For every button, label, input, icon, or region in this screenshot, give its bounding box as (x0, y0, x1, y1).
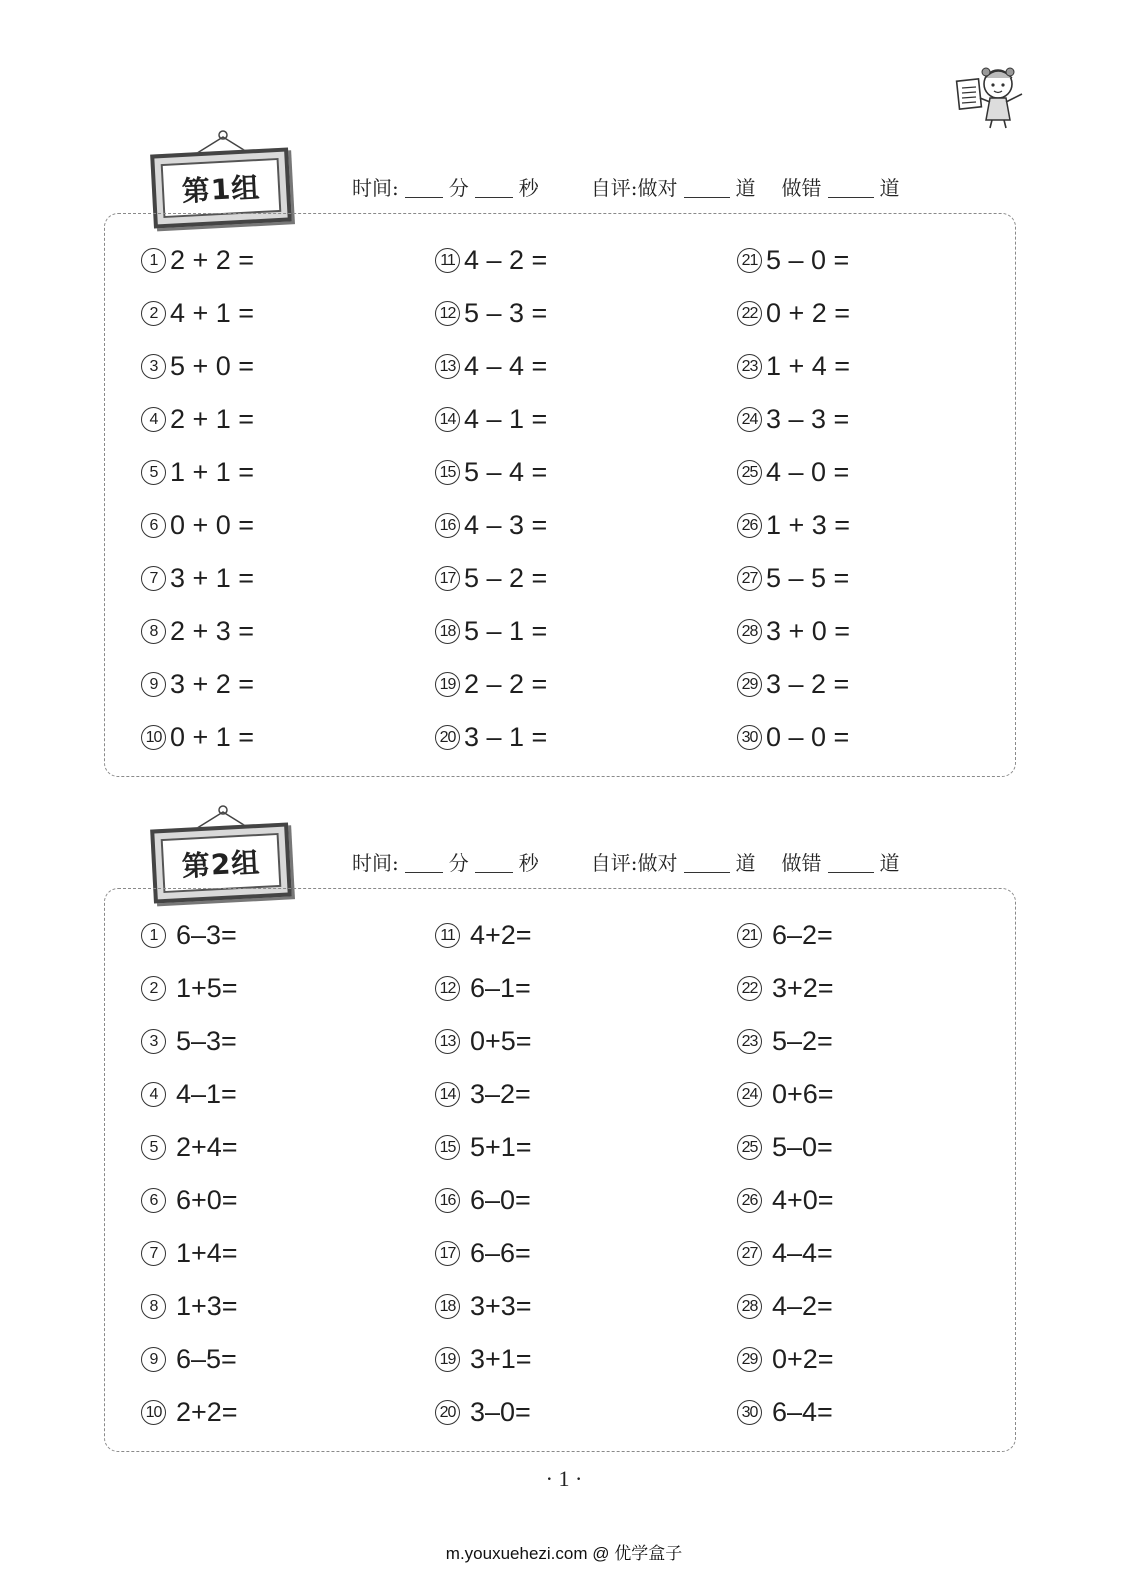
wrong-label: 做错 (781, 176, 822, 200)
problem-expression: 5 – 1 = (464, 616, 548, 646)
problem-expression: 3+1= (470, 1344, 532, 1374)
problem-number: 19 (435, 1347, 460, 1372)
problem-item (141, 962, 238, 1015)
problem-number: 18 (435, 1294, 460, 1319)
problem-expression: 6–0= (470, 1185, 531, 1215)
problem-item (141, 711, 254, 764)
problem-item (435, 605, 547, 658)
problem-item (737, 1227, 834, 1280)
problem-expression: 5 + 0 = (170, 351, 255, 381)
problem-number: 9 (141, 1347, 166, 1372)
problem-column (435, 234, 547, 764)
problem-number: 21 (737, 923, 762, 948)
problem-item (737, 1174, 834, 1227)
time-label: 时间: (352, 851, 399, 875)
problem-number: 30 (737, 1400, 762, 1425)
wrong-count-blank[interactable] (828, 852, 874, 873)
problem-column (141, 234, 254, 764)
problem-expression: 1 + 3 = (766, 510, 851, 540)
problem-item (141, 287, 254, 340)
problem-item (141, 658, 254, 711)
problem-expression: 0 + 2 = (766, 298, 851, 328)
problem-item (435, 1121, 532, 1174)
problem-number: 16 (435, 513, 460, 538)
problem-number: 8 (141, 619, 166, 644)
problem-item (737, 909, 834, 962)
problem-expression: 3–0= (470, 1397, 531, 1427)
problem-number: 5 (141, 1135, 166, 1160)
problem-number: 24 (737, 407, 762, 432)
problem-number: 25 (737, 460, 762, 485)
second-blank[interactable] (475, 177, 513, 198)
problem-number: 20 (435, 725, 460, 750)
second-label: 秒 (518, 176, 539, 200)
problem-number: 22 (737, 301, 762, 326)
problem-number: 13 (435, 1029, 460, 1054)
problem-item (435, 1174, 532, 1227)
second-label: 秒 (518, 851, 539, 875)
problem-number: 29 (737, 672, 762, 697)
problem-number: 14 (435, 1082, 460, 1107)
problem-expression: 5 – 2 = (464, 563, 548, 593)
problems-box (104, 888, 1016, 1452)
problem-number: 24 (737, 1082, 762, 1107)
page-number: · 1 · (545, 1466, 583, 1491)
problem-number: 7 (141, 566, 166, 591)
problem-item (435, 234, 547, 287)
problem-expression: 4 – 3 = (464, 510, 548, 540)
problem-item (435, 1386, 532, 1439)
unit-label: 道 (879, 176, 900, 200)
problem-item (435, 962, 532, 1015)
problem-item (737, 1386, 834, 1439)
problem-item (435, 1280, 532, 1333)
score-line (352, 171, 900, 201)
problem-number: 25 (737, 1135, 762, 1160)
problem-expression: 4+2= (470, 920, 532, 950)
problem-number: 9 (141, 672, 166, 697)
problem-item (737, 605, 850, 658)
problem-number: 17 (435, 1241, 460, 1266)
problem-expression: 5–0= (772, 1132, 833, 1162)
problem-number: 19 (435, 672, 460, 697)
problem-expression: 1+3= (176, 1291, 238, 1321)
problem-expression: 6–2= (772, 920, 833, 950)
problem-expression: 2+4= (176, 1132, 238, 1162)
problem-number: 12 (435, 301, 460, 326)
problem-expression: 6–3= (176, 920, 237, 950)
problem-item (141, 1386, 238, 1439)
problem-number: 11 (435, 923, 460, 948)
problem-item (141, 552, 254, 605)
second-blank[interactable] (475, 852, 513, 873)
problem-item (737, 962, 834, 1015)
problem-item (141, 340, 254, 393)
problem-number: 2 (141, 976, 166, 1001)
problem-expression: 5–2= (772, 1026, 833, 1056)
problem-item (141, 1068, 238, 1121)
problem-number: 7 (141, 1241, 166, 1266)
problem-item (435, 287, 547, 340)
problem-item (737, 552, 850, 605)
problem-item (435, 909, 532, 962)
problem-item (435, 1333, 532, 1386)
problem-item (737, 1121, 834, 1174)
problem-column (141, 909, 238, 1439)
problem-expression: 6–6= (470, 1238, 531, 1268)
problem-expression: 4 – 4 = (464, 351, 548, 381)
problem-number: 3 (141, 1029, 166, 1054)
problem-item (435, 446, 547, 499)
problem-item (435, 552, 547, 605)
problem-item (737, 393, 850, 446)
problem-item (737, 340, 850, 393)
problem-number: 8 (141, 1294, 166, 1319)
problem-expression: 0+6= (772, 1079, 834, 1109)
problem-item (737, 1068, 834, 1121)
problem-expression: 5+1= (470, 1132, 532, 1162)
problem-item (737, 1333, 834, 1386)
minute-blank[interactable] (405, 177, 443, 198)
problem-item (141, 499, 254, 552)
problem-expression: 1+4= (176, 1238, 238, 1268)
problem-expression: 6–5= (176, 1344, 237, 1374)
problem-item (737, 234, 850, 287)
problem-number: 17 (435, 566, 460, 591)
problem-expression: 4 – 2 = (464, 245, 548, 275)
problem-number: 1 (141, 248, 166, 273)
problem-number: 4 (141, 407, 166, 432)
problem-number: 2 (141, 301, 166, 326)
problem-number: 27 (737, 1241, 762, 1266)
problem-expression: 4–1= (176, 1079, 237, 1109)
problem-item (141, 234, 254, 287)
mascot-illustration (952, 58, 1034, 130)
problem-number: 12 (435, 976, 460, 1001)
problem-column (435, 909, 532, 1439)
problem-item (737, 446, 850, 499)
problem-item (435, 1015, 532, 1068)
unit-label: 道 (879, 851, 900, 875)
problem-column (737, 909, 834, 1439)
problem-expression: 1+5= (176, 973, 238, 1003)
problem-expression: 0+2= (772, 1344, 834, 1374)
problem-item (435, 499, 547, 552)
correct-count-blank[interactable] (684, 177, 730, 198)
problem-expression: 1 + 1 = (170, 457, 255, 487)
problem-number: 10 (141, 1400, 166, 1425)
problem-item (141, 1280, 238, 1333)
problem-expression: 2 + 1 = (170, 404, 255, 434)
problem-expression: 4–4= (772, 1238, 833, 1268)
problem-expression: 5–3= (176, 1026, 237, 1056)
problem-expression: 5 – 0 = (766, 245, 850, 275)
wrong-label: 做错 (781, 851, 822, 875)
time-label: 时间: (352, 176, 399, 200)
problem-number: 3 (141, 354, 166, 379)
problem-number: 27 (737, 566, 762, 591)
problem-expression: 4 + 1 = (170, 298, 255, 328)
problem-item (141, 1333, 238, 1386)
score-line (352, 846, 900, 876)
problem-number: 15 (435, 1135, 460, 1160)
problem-item (737, 1280, 834, 1333)
problem-number: 1 (141, 923, 166, 948)
problem-item (737, 1015, 834, 1068)
problem-item (141, 605, 254, 658)
problem-number: 26 (737, 1188, 762, 1213)
minute-label: 分 (448, 176, 469, 200)
problem-item (737, 287, 850, 340)
problem-expression: 2 + 2 = (170, 245, 255, 275)
problem-expression: 6–1= (470, 973, 531, 1003)
problem-number: 23 (737, 354, 762, 379)
problem-number: 16 (435, 1188, 460, 1213)
problem-item (141, 909, 238, 962)
problem-item (141, 1121, 238, 1174)
correct-count-blank[interactable] (684, 852, 730, 873)
problem-number: 6 (141, 1188, 166, 1213)
problem-number: 4 (141, 1082, 166, 1107)
self-eval-label: 自评:做对 (590, 176, 678, 200)
problem-item (141, 446, 254, 499)
problem-item (737, 499, 850, 552)
problem-item (737, 711, 850, 764)
problem-expression: 0 – 0 = (766, 722, 850, 752)
problem-expression: 5 – 4 = (464, 457, 548, 487)
problems-box (104, 213, 1016, 777)
problem-expression: 1 + 4 = (766, 351, 851, 381)
problem-expression: 2 – 2 = (464, 669, 548, 699)
problem-expression: 3+3= (470, 1291, 532, 1321)
problem-number: 28 (737, 619, 762, 644)
problem-number: 29 (737, 1347, 762, 1372)
problem-item (737, 658, 850, 711)
problem-expression: 3 + 1 = (170, 563, 255, 593)
problem-expression: 6–4= (772, 1397, 833, 1427)
problem-expression: 4–2= (772, 1291, 833, 1321)
problem-number: 14 (435, 407, 460, 432)
problem-number: 22 (737, 976, 762, 1001)
problem-expression: 0+5= (470, 1026, 532, 1056)
problem-number: 21 (737, 248, 762, 273)
problem-item (435, 711, 547, 764)
footer-watermark: m.youxuehezi.com @ 优学盒子 (445, 1544, 683, 1563)
problem-expression: 4+0= (772, 1185, 834, 1215)
problem-expression: 4 – 1 = (464, 404, 548, 434)
problem-item (141, 1015, 238, 1068)
problem-expression: 2+2= (176, 1397, 238, 1427)
self-eval-label: 自评:做对 (590, 851, 678, 875)
problem-number: 23 (737, 1029, 762, 1054)
problem-number: 10 (141, 725, 166, 750)
problem-expression: 3–2= (470, 1079, 531, 1109)
problem-number: 15 (435, 460, 460, 485)
problem-item (435, 340, 547, 393)
wrong-count-blank[interactable] (828, 177, 874, 198)
problem-item (435, 1068, 532, 1121)
unit-label: 道 (735, 851, 756, 875)
problem-item (141, 393, 254, 446)
problem-expression: 6+0= (176, 1185, 238, 1215)
problem-number: 20 (435, 1400, 460, 1425)
problem-number: 13 (435, 354, 460, 379)
problem-expression: 2 + 3 = (170, 616, 255, 646)
problem-number: 18 (435, 619, 460, 644)
problem-expression: 3 + 2 = (170, 669, 255, 699)
problem-expression: 0 + 1 = (170, 722, 255, 752)
problem-expression: 5 – 5 = (766, 563, 850, 593)
problem-item (141, 1174, 238, 1227)
problem-item (435, 393, 547, 446)
problem-number: 28 (737, 1294, 762, 1319)
problem-number: 11 (435, 248, 460, 273)
minute-blank[interactable] (405, 852, 443, 873)
problem-item (435, 658, 547, 711)
problem-expression: 3 – 2 = (766, 669, 850, 699)
problem-number: 5 (141, 460, 166, 485)
problem-number: 6 (141, 513, 166, 538)
problem-expression: 3 + 0 = (766, 616, 851, 646)
group-title: 第2组 (181, 845, 262, 884)
group-title: 第1组 (181, 170, 262, 209)
problem-expression: 3 – 3 = (766, 404, 850, 434)
problem-number: 30 (737, 725, 762, 750)
problem-expression: 0 + 0 = (170, 510, 255, 540)
problem-column (737, 234, 850, 764)
problem-expression: 5 – 3 = (464, 298, 548, 328)
problem-item (141, 1227, 238, 1280)
problem-expression: 3 – 1 = (464, 722, 548, 752)
minute-label: 分 (448, 851, 469, 875)
problem-expression: 4 – 0 = (766, 457, 850, 487)
unit-label: 道 (735, 176, 756, 200)
problem-expression: 3+2= (772, 973, 834, 1003)
problem-item (435, 1227, 532, 1280)
problem-number: 26 (737, 513, 762, 538)
